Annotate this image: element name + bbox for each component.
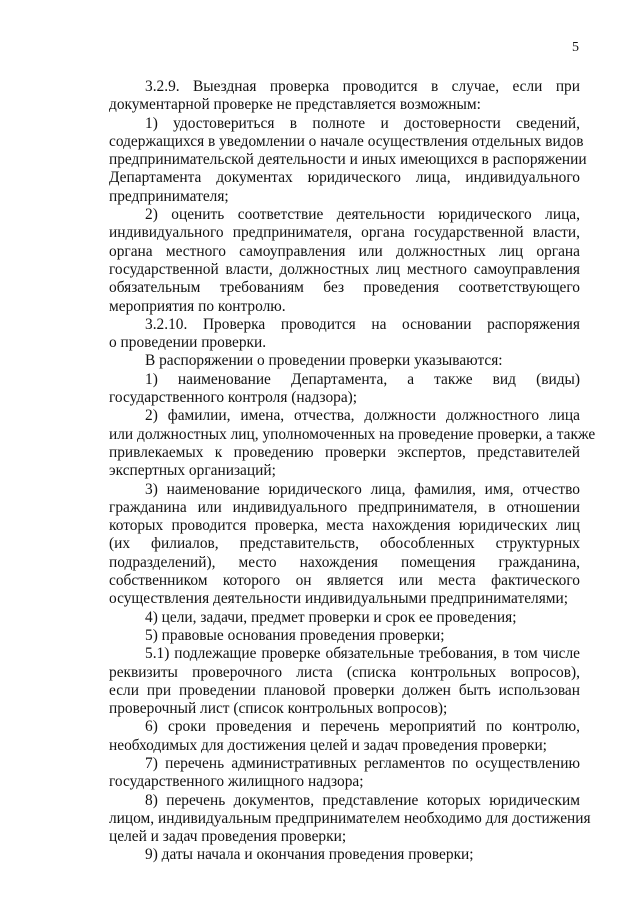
text-line: мероприятия по контролю. — [109, 297, 286, 315]
text-line: 6) сроки проведения и перечень мероприятий по контролю, — [145, 718, 580, 736]
text-line: 1) наименование Департамента, а также вид (виды) — [145, 370, 580, 388]
text-line: целей и задач проведения проверки; — [109, 828, 347, 846]
page-number: 5 — [572, 40, 579, 55]
text-line: предпринимателя; — [109, 187, 229, 205]
text-line: 1) удостовериться в полноте и достоверности сведений, — [145, 114, 580, 132]
text-line: привлекаемых к проведению проверки экспертов, представителей — [109, 443, 580, 461]
text-line: собственником которого он является или места фактического — [109, 572, 580, 590]
text-line: документарной проверке не представляется возможным: — [109, 96, 481, 114]
text-line: 9) даты начала и окончания проведения проверки; — [145, 846, 474, 864]
text-line: государственного жилищного надзора; — [109, 773, 364, 791]
text-line: органа местного самоуправления или должностных лиц органа — [109, 242, 580, 260]
text-line: 2) фамилии, имена, отчества, должности должностного лица — [145, 407, 580, 425]
text-line: государственной власти, должностных лиц местного самоуправления — [109, 260, 580, 278]
text-line: экспертных организаций; — [109, 462, 276, 480]
text-line: В распоряжении о проведении проверки указываются: — [145, 352, 503, 370]
text-line: лицом, индивидуальным предпринимателем необходимо для достижения — [109, 809, 591, 827]
text-line: необходимых для достижения целей и задач проведения проверки; — [109, 736, 547, 754]
text-line: 3.2.9. Выездная проверка проводится в случае, если при — [145, 78, 580, 95]
text-line: проверочный лист (список контрольных вопросов); — [109, 700, 448, 718]
text-line: о проведении проверки. — [109, 334, 267, 352]
text-line: если при проведении плановой проверки должен быть использован — [109, 681, 580, 699]
text-line: 5.1) подлежащие проверке обязательные требования, в том числе — [145, 645, 580, 663]
text-line: гражданина или индивидуального предпринимателя, в отношении — [109, 498, 580, 516]
text-line: (их филиалов, представительств, обособленных структурных — [109, 535, 580, 553]
text-line: обязательным требованиям без проведения соответствующего — [109, 279, 580, 297]
text-line: осуществления деятельности индивидуальными предпринимателями; — [109, 590, 569, 608]
text-line: 4) цели, задачи, предмет проверки и срок ее проведения; — [145, 608, 517, 626]
text-line: 2) оценить соответствие деятельности юридического лица, — [145, 206, 580, 224]
text-line: которых проводится проверка, места нахождения юридических лиц — [109, 517, 580, 535]
text-line: реквизиты проверочного листа (списка контрольных вопросов), — [109, 663, 580, 681]
text-line: индивидуального предпринимателя, органа государственной власти, — [109, 224, 580, 242]
document-body — [109, 78, 596, 865]
text-line: Департамента документах юридического лица, индивидуального — [109, 169, 580, 187]
text-line: подразделений), место нахождения помещения гражданина, — [109, 553, 580, 571]
text-line: содержащихся в уведомлении о начале осуществления отдельных видов — [109, 132, 584, 150]
text-line: или должностных лиц, уполномоченных на проведение проверки, а также — [109, 425, 596, 443]
text-line: 5) правовые основания проведения проверки; — [145, 626, 445, 644]
text-line: государственного контроля (надзора); — [109, 389, 358, 407]
text-line: 7) перечень административных регламентов по осуществлению — [145, 754, 580, 772]
text-line: предпринимательской деятельности и иных имеющихся в распоряжении — [109, 151, 587, 169]
text-line: 8) перечень документов, представление которых юридическим — [145, 791, 580, 809]
text-line: 3.2.10. Проверка проводится на основании распоряжения — [145, 315, 580, 333]
text-line: 3) наименование юридического лица, фамилия, имя, отчество — [145, 480, 580, 498]
